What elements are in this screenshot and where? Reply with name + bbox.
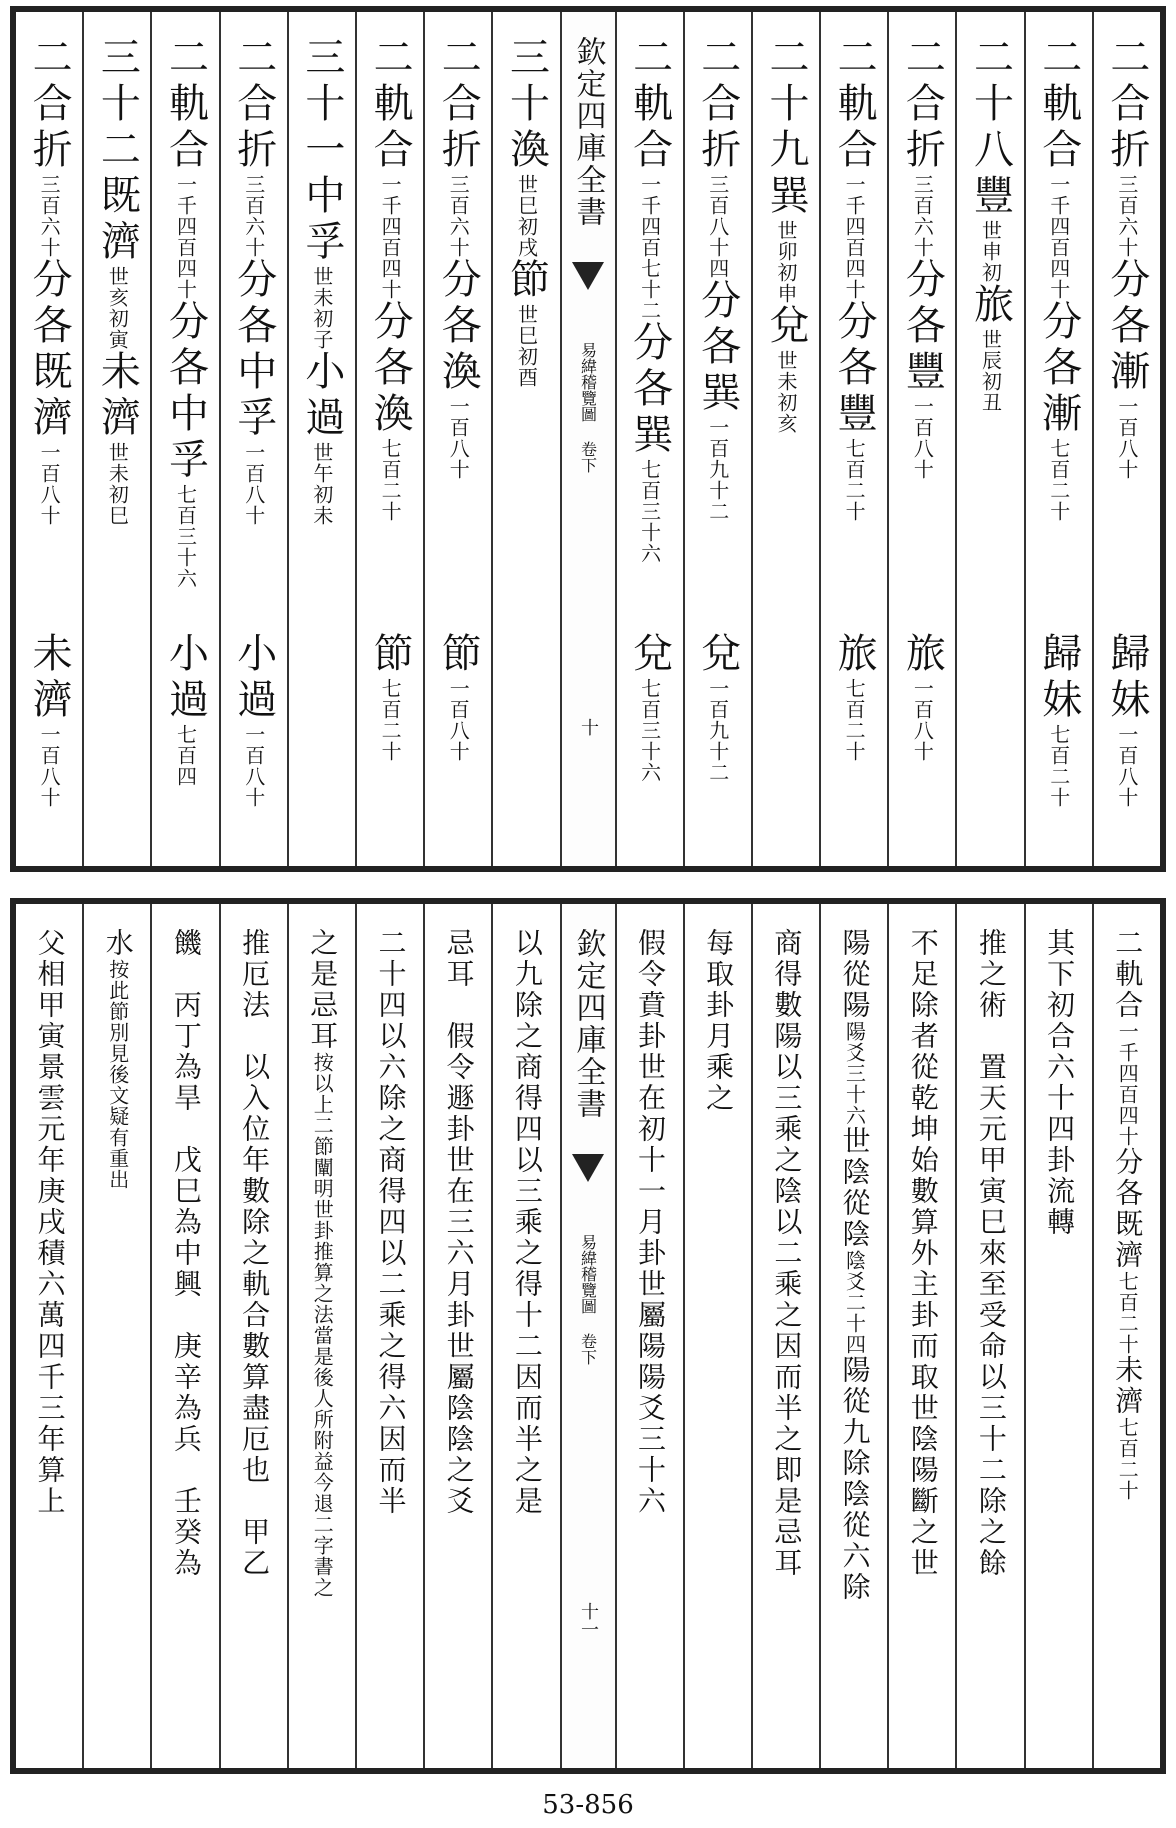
interlinear-note: 三百六十 [37,174,62,258]
interlinear-note: 一千四百四十 [173,174,198,300]
main-text: 分各既濟 [1111,1147,1145,1271]
main-text: 陽從陽 [838,928,872,1021]
interlinear-note: 七百二十 [378,438,403,522]
main-text: 旅 [967,283,1014,329]
main-text: 兌 [762,304,809,350]
leaf-number: 十一 [578,1602,600,1638]
text-column [287,904,355,1768]
column-lower-text [27,632,71,808]
main-text: 未濟 [26,632,73,724]
column-text [696,36,740,522]
main-text: 未濟 [94,350,141,442]
text-column [1024,12,1092,866]
main-text: 以九除之商得四以三乘之得十二因而半之是 [510,928,544,1517]
interlinear-note: 一百八十 [37,442,62,526]
interlinear-note: 一千四百四十 [842,174,867,300]
text-column [16,12,82,866]
main-text: 三十一中孚 [298,36,345,266]
interlinear-note: 世午初未 [309,442,334,526]
interlinear-note: 按此節別見後文疑有重出 [105,959,130,1190]
column-text [907,928,938,1579]
main-text: 忌耳 假令遯卦世在三六月卦世屬陰陰之爻 [442,928,476,1517]
text-column [150,904,218,1768]
column-text [975,928,1006,1579]
main-text: 分各巽 [626,321,673,459]
main-text: 之是忌耳 [306,928,340,1052]
text-column [887,904,955,1768]
main-text: 小過 [298,350,345,442]
main-text: 水 [101,928,135,959]
text-column [491,904,559,1768]
main-text: 饑 丙丁為旱 戊巳為中興 庚辛為兵 壬癸為 [169,928,203,1579]
text-column [615,904,683,1768]
column-text [839,928,870,1603]
main-text: 二軌合 [1035,36,1082,174]
text-column [423,904,491,1768]
column-lower-text [628,632,672,783]
fishtail-mark-icon [572,1154,604,1182]
column-text [504,36,548,388]
main-text: 二軌合 [831,36,878,174]
column-lower-text [436,632,480,762]
column-text [306,928,340,1598]
column-text [628,36,672,564]
interlinear-note: 按以上二節闡明世卦推算之法當是後人所附益今退二字書之 [310,1052,335,1598]
column-text [232,36,276,526]
main-text: 歸妹 [1035,632,1082,724]
interlinear-note: 一百八十 [446,396,471,480]
interlinear-note: 七百二十 [842,438,867,522]
text-column [423,12,491,866]
interlinear-note: 一百八十 [37,724,62,808]
interlinear-note: 一百八十 [446,678,471,762]
column-text [300,36,344,526]
column-text [368,36,412,522]
main-text: 二軌合 [626,36,673,174]
text-column [683,12,751,866]
main-text: 旅 [831,632,878,678]
column-text [436,36,480,480]
interlinear-note: 世未初亥 [773,350,798,434]
main-text: 陽從九除陰從六除 [838,1355,872,1603]
column-text [1105,36,1149,480]
column-text [34,928,65,1517]
text-column [955,12,1023,866]
column-text [1037,36,1081,522]
main-text: 世陰從陰 [838,1126,872,1250]
center-fold-column [560,904,615,1768]
column-text [764,36,808,434]
column-text [95,36,139,526]
interlinear-note: 一千四百四十 [378,174,403,300]
main-text: 小過 [230,632,277,724]
text-column [751,12,819,866]
main-text: 假令賁卦世在初十一月卦世屬陽陽爻三十六 [633,928,667,1517]
main-text: 推之術 置天元甲寅巳來至受命以三十二除之餘 [974,928,1008,1579]
text-column [1092,12,1160,866]
main-text: 未濟 [1111,1355,1145,1417]
text-column [1024,904,1092,1768]
main-text: 兌 [694,632,741,678]
interlinear-note: 一百九十二 [705,678,730,783]
lower-page [10,898,1166,1774]
text-column [751,904,819,1768]
main-text: 二軌合 [162,36,209,174]
main-text: 二軌合 [367,36,414,174]
column-text [900,36,944,480]
main-text: 不足除者從乾坤始數算外主卦而取世陰陽斷之世 [906,928,940,1579]
interlinear-note: 七百二十 [1046,438,1071,522]
interlinear-note: 世申初 [978,220,1003,283]
main-text: 二合折 [26,36,73,174]
main-text: 節 [435,632,482,678]
interlinear-note: 一百八十 [1114,724,1139,808]
interlinear-note: 三百八十四 [705,174,730,279]
column-text [634,928,665,1517]
text-column [219,904,287,1768]
interlinear-note: 世亥初寅 [105,266,130,350]
main-text: 二合折 [694,36,741,174]
column-lower-text [1105,632,1149,808]
main-text: 二合折 [435,36,482,174]
text-column [355,12,423,866]
interlinear-note: 世巳初戌 [514,174,539,258]
interlinear-note: 七百三十六 [173,484,198,589]
main-text: 三十渙 [503,36,550,174]
text-column [491,12,559,866]
text-column [887,12,955,866]
interlinear-note: 一百九十二 [705,417,730,522]
text-column [683,904,751,1768]
interlinear-note: 陰爻二十四 [842,1250,867,1355]
main-text: 每取卦月乘之 [702,928,736,1114]
interlinear-note: 三百六十 [446,174,471,258]
interlinear-note: 世巳初酉 [514,304,539,388]
column-text [1112,928,1143,1501]
main-text: 小過 [162,632,209,724]
interlinear-note: 七百二十 [842,678,867,762]
text-column [150,12,218,866]
interlinear-note: 七百二十 [1046,724,1071,808]
interlinear-note: 一百八十 [241,724,266,808]
main-text: 二合折 [230,36,277,174]
main-text: 推厄法 以入位年數除之軌合數算盡厄也 甲乙 [238,928,272,1579]
main-text: 分各渙 [435,258,482,396]
interlinear-note: 一百八十 [910,396,935,480]
upper-page [10,6,1166,872]
column-text [1043,928,1077,1238]
main-text: 二合折 [1103,36,1150,174]
text-column [819,904,887,1768]
book-header: 欽定四庫全書 [570,36,606,228]
interlinear-note: 世未初巳 [105,442,130,526]
column-text [771,928,802,1579]
text-column [955,904,1023,1768]
column-text [511,928,542,1517]
main-text: 其下初合六十四卦流轉 [1043,928,1077,1238]
column-lower-text [696,632,740,783]
book-subtitle: 易緯稽覽圖 卷下 [578,342,598,473]
upper-page-columns [16,12,1160,866]
main-text: 分各渙 [367,300,414,438]
interlinear-note: 三百六十 [241,174,266,258]
text-column [615,12,683,866]
text-column [1092,904,1160,1768]
lower-page-columns [16,904,1160,1768]
interlinear-note: 三百六十 [1114,174,1139,258]
main-text: 父相甲寅景雲元年庚戌積六萬四千三年算上 [33,928,67,1517]
interlinear-note: 七百二十 [1115,1271,1140,1355]
interlinear-note: 一百八十 [1114,396,1139,480]
fishtail-mark-icon [572,262,604,290]
interlinear-note: 世未初子 [309,266,334,350]
column-text [702,928,736,1114]
text-column [16,904,82,1768]
column-text [443,928,474,1517]
text-column [287,12,355,866]
main-text: 節 [367,632,414,678]
interlinear-note: 一百八十 [241,442,266,526]
main-text: 商得數陽以三乘之陰以二乘之因而半之即是忌耳 [770,928,804,1579]
interlinear-note: 七百三十六 [637,459,662,564]
text-column [355,904,423,1768]
interlinear-note: 七百二十 [378,678,403,762]
text-column [82,904,150,1768]
text-column [219,12,287,866]
main-text: 二十九巽 [762,36,809,220]
column-lower-text [900,632,944,762]
interlinear-note: 世卯初申 [773,220,798,304]
main-text: 分各巽 [694,279,741,417]
interlinear-note: 七百三十六 [637,678,662,783]
column-lower-text [832,632,876,762]
column-lower-text [164,632,208,787]
main-text: 兌 [626,632,673,678]
main-text: 分各既濟 [26,258,73,442]
column-text [969,36,1013,413]
text-column [82,12,150,866]
book-header: 欽定四庫全書 [570,928,606,1120]
main-text: 旅 [899,632,946,678]
center-fold-column [560,12,615,866]
interlinear-note: 一百八十 [910,678,935,762]
column-text [102,928,133,1190]
main-text: 節 [503,258,550,304]
interlinear-note: 世辰初丑 [978,329,1003,413]
main-text: 分各漸 [1103,258,1150,396]
main-text: 分各豐 [831,300,878,438]
main-text: 二合折 [899,36,946,174]
interlinear-note: 一千四百四十 [1115,1021,1140,1147]
main-text: 分各中孚 [162,300,209,484]
column-text [170,928,201,1579]
interlinear-note: 七百二十 [1115,1417,1140,1501]
column-text [164,36,208,589]
main-text: 二十八豐 [967,36,1014,220]
book-subtitle: 易緯稽覽圖 卷下 [578,1234,598,1365]
main-text: 三十二既濟 [94,36,141,266]
column-lower-text [368,632,412,762]
column-text [375,928,406,1517]
column-text [27,36,71,526]
column-lower-text [232,632,276,808]
interlinear-note: 陽爻三十六 [842,1021,867,1126]
column-text [832,36,876,522]
main-text: 分各中孚 [230,258,277,442]
column-text [238,928,272,1579]
main-text: 二十四以六除之商得四以二乘之得六因而半 [374,928,408,1517]
leaf-number: 十 [578,718,600,736]
main-text: 分各豐 [899,258,946,396]
interlinear-note: 一千四百七十二 [637,174,662,321]
main-text: 二軌合 [1111,928,1145,1021]
interlinear-note: 七百四 [173,724,198,787]
column-lower-text [1037,632,1081,808]
interlinear-note: 一千四百四十 [1046,174,1071,300]
main-text: 分各漸 [1035,300,1082,438]
text-column [819,12,887,866]
page-number: 53-856 [542,1790,634,1820]
main-text: 歸妹 [1103,632,1150,724]
interlinear-note: 三百六十 [910,174,935,258]
